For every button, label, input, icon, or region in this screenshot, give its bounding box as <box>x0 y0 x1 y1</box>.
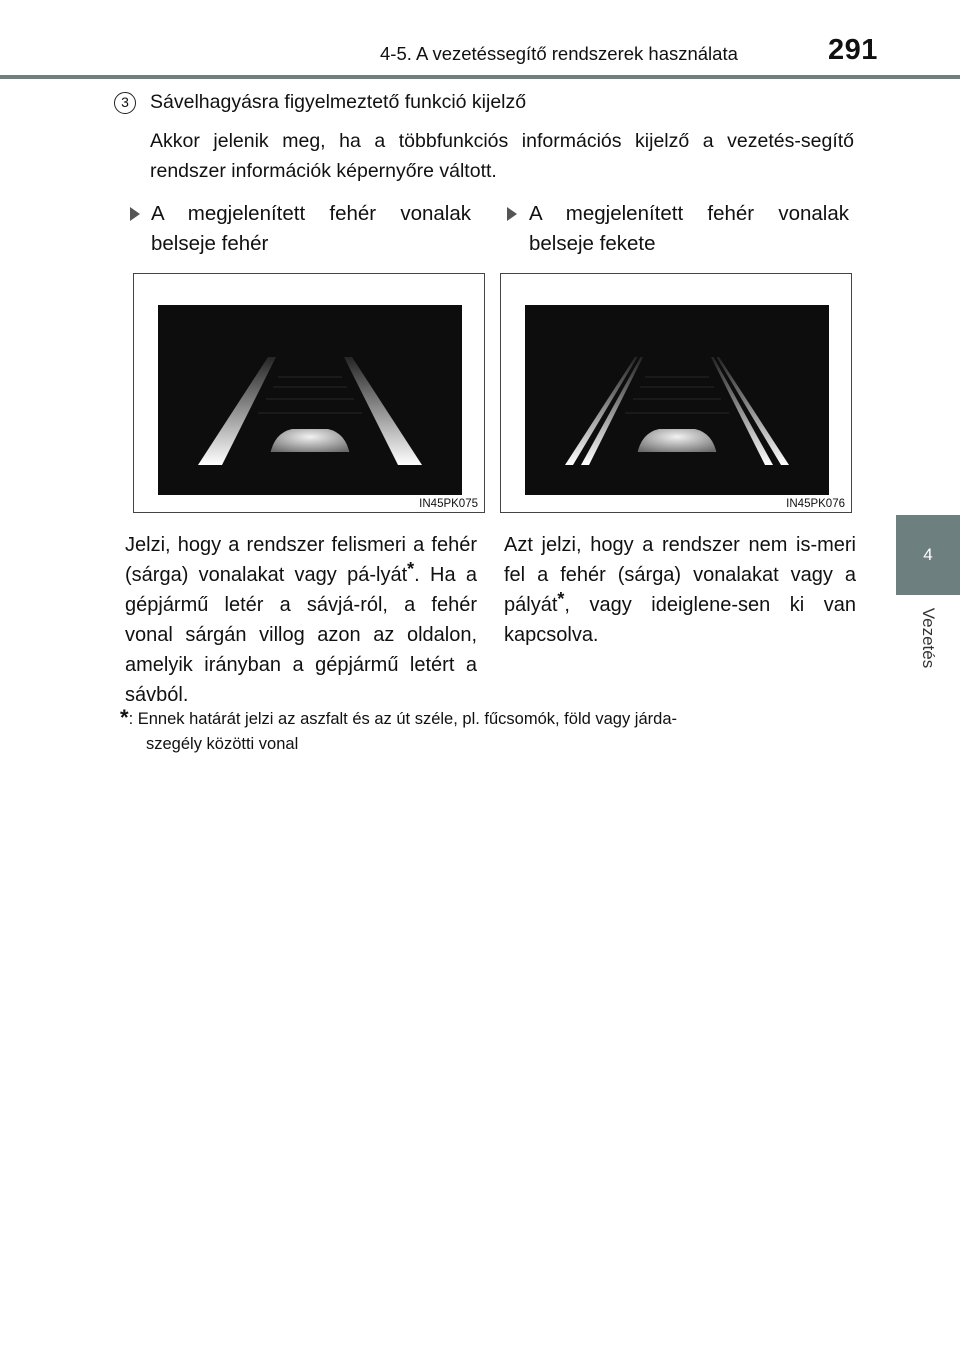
bullet-arrow-icon <box>507 207 517 221</box>
header-rule <box>0 75 960 79</box>
footnote-marker: * <box>120 705 129 730</box>
column-heading-2: A megjelenített fehér vonalak belseje fekete <box>529 202 849 255</box>
footnote-line-1: : Ennek határát jelzi az aszfalt és az út széle, pl. fűcsomók, föld vagy járda- <box>128 710 677 728</box>
asterisk-marker: * <box>407 559 415 579</box>
figure-lanes-black <box>500 273 852 513</box>
column-text-1-part2: . Ha a gépjármű letér a sávjá-ról, a fehér vonal sárgán villog azon az oldalon, amelyik irányban a gépjármű letért a sávból. <box>125 564 477 706</box>
column-text-1 <box>125 530 477 710</box>
chapter-label: Vezetés <box>919 607 938 669</box>
figure-code: IN45PK076 <box>786 498 845 510</box>
item-title: Sávelhagyásra figyelmeztető funkció kijelző <box>150 91 527 113</box>
item-number-badge: 3 <box>114 92 136 114</box>
column-text-2-part2: , vagy ideiglene-sen ki van kapcsolva. <box>504 594 856 646</box>
lane-display-black-image <box>525 305 829 495</box>
page-number: 291 <box>828 34 878 66</box>
bullet-arrow-icon <box>130 207 140 221</box>
column-text-2 <box>504 530 856 650</box>
section-title: 4-5. A vezetéssegítő rendszerek használata <box>380 43 738 64</box>
asterisk-marker: * <box>557 589 565 609</box>
chapter-number: 4 <box>923 545 933 564</box>
figure-code: IN45PK075 <box>419 498 478 510</box>
column-heading-1: A megjelenített fehér vonalak belseje fehér <box>151 202 471 255</box>
item-description: Akkor jelenik meg, ha a többfunkciós információs kijelző a vezetés-segítő rendszer információk képernyőre váltott. <box>150 130 854 182</box>
footnote-line-2: szegély közötti vonal <box>146 735 299 753</box>
footnote <box>120 705 856 757</box>
lane-display-white-image <box>158 305 462 495</box>
column-text-2-part1: Azt jelzi, hogy a rendszer nem is-meri fel a fehér (sárga) vonalakat vagy a pályát <box>504 534 856 616</box>
column-text-1-part1: Jelzi, hogy a rendszer felismeri a fehér (sárga) vonalakat vagy pá-lyát <box>125 534 477 586</box>
figure-lanes-white <box>133 273 485 513</box>
